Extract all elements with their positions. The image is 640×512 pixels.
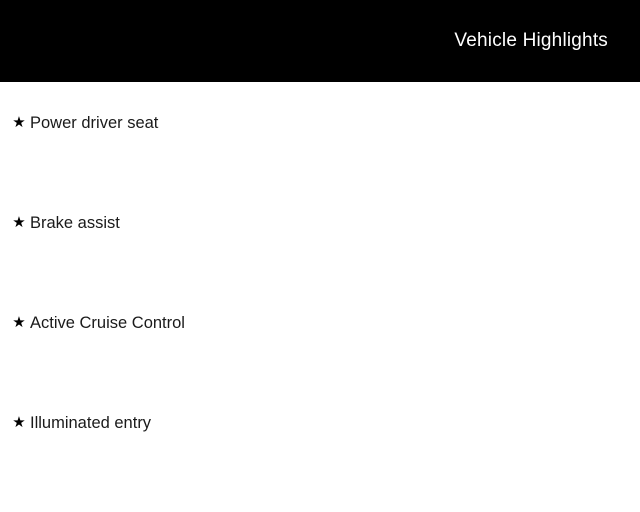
star-icon: ★ <box>12 214 26 231</box>
list-item-label: Brake assist <box>30 214 120 232</box>
star-icon: ★ <box>12 414 26 431</box>
list-item-label: Power driver seat <box>30 114 159 132</box>
page-title: Vehicle Highlights <box>454 29 608 51</box>
star-icon: ★ <box>12 314 26 331</box>
list-item-label: Illuminated entry <box>30 414 152 432</box>
highlights-list <box>0 82 640 512</box>
page-header <box>0 0 640 82</box>
list-item <box>0 212 640 312</box>
list-item <box>0 312 640 412</box>
list-item-label: Active Cruise Control <box>30 314 185 332</box>
list-item <box>0 412 640 512</box>
star-icon: ★ <box>12 114 26 131</box>
list-item <box>0 112 640 212</box>
